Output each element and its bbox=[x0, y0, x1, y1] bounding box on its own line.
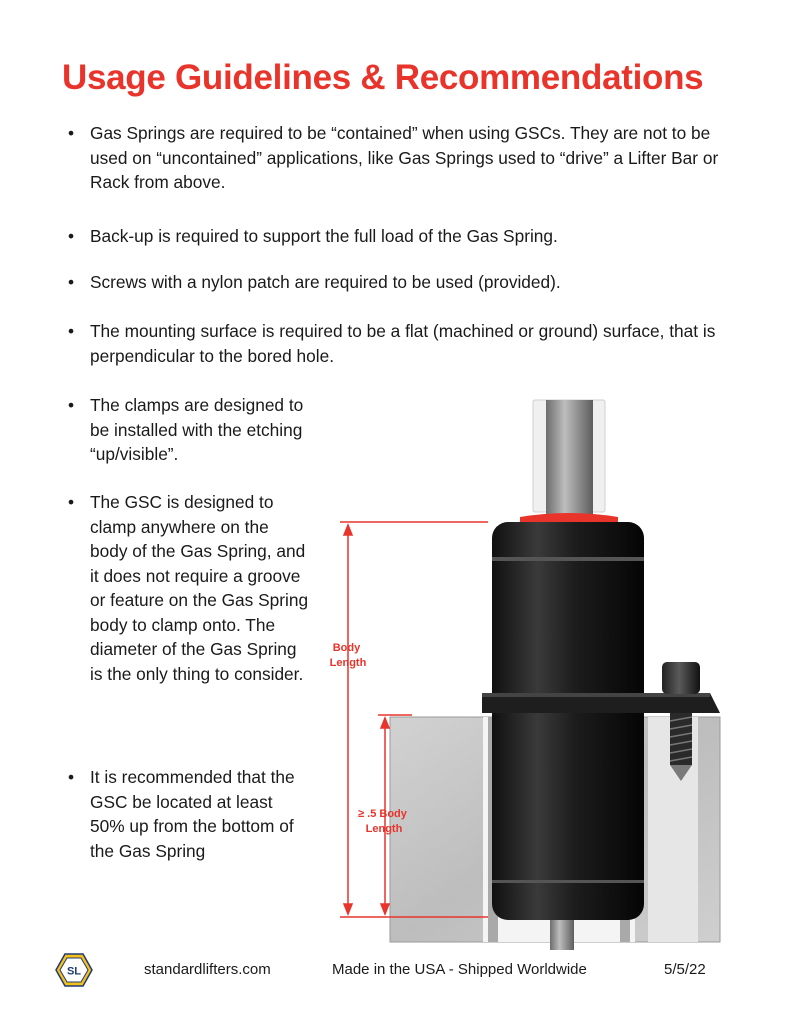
list-item bbox=[68, 121, 750, 195]
bullet-icon: • bbox=[68, 272, 75, 292]
bullet-text: Gas Springs are required to be “contained” when using GSCs. They are not to be used on “uncontained” applications, like Gas Springs used to “drive” a Lifter Bar or Rack from above. bbox=[90, 123, 719, 192]
bullet-text: Back-up is required to support the full load of the Gas Spring. bbox=[90, 226, 558, 246]
footer bbox=[0, 950, 791, 990]
page-title: Usage Guidelines & Recommendations bbox=[62, 58, 704, 97]
website-link[interactable]: standardlifters.com bbox=[144, 961, 271, 978]
clamp bbox=[482, 693, 720, 713]
gas-spring-body bbox=[492, 522, 644, 920]
bullet-text: The mounting surface is required to be a flat (machined or ground) surface, that is perpendicular to the bored hole. bbox=[90, 321, 716, 366]
bullet-text: The GSC is designed to clamp anywhere on the body of the Gas Spring, and it does not require a groove or feature on the Gas Spring body to clamp onto. The diameter of the Gas Spring is the only thing to consider. bbox=[90, 492, 309, 684]
gas-spring-clamp-diagram bbox=[310, 395, 750, 950]
document-date: 5/5/22 bbox=[664, 961, 706, 978]
half-length-line-2: Length bbox=[365, 823, 403, 835]
body-length-line-2: Length bbox=[329, 657, 367, 669]
body-length-line-1: Body bbox=[332, 642, 361, 654]
standard-lifters-logo bbox=[55, 953, 93, 987]
half-length-line-1: ≥ .5 Body bbox=[358, 808, 407, 820]
list-item bbox=[68, 393, 320, 467]
piston-rod bbox=[533, 400, 605, 520]
list-item bbox=[68, 490, 310, 686]
tagline: Made in the USA - Shipped Worldwide bbox=[332, 961, 587, 978]
bullet-icon: • bbox=[68, 492, 75, 512]
list-item bbox=[68, 270, 750, 295]
bullet-text: Screws with a nylon patch are required to be used (provided). bbox=[90, 272, 561, 292]
list-item bbox=[68, 319, 750, 368]
list-item bbox=[68, 765, 310, 863]
bullet-icon: • bbox=[68, 321, 75, 341]
bullet-icon: • bbox=[68, 395, 75, 415]
bullet-icon: • bbox=[68, 226, 75, 246]
bullet-icon: • bbox=[68, 123, 75, 143]
list-item bbox=[68, 224, 750, 249]
bullet-icon: • bbox=[68, 767, 75, 787]
bullet-text: It is recommended that the GSC be located at least 50% up from the bottom of the Gas Spring bbox=[90, 767, 295, 861]
bullet-text: The clamps are designed to be installed with the etching “up/visible”. bbox=[90, 395, 304, 464]
logo-text: SL bbox=[66, 965, 82, 978]
